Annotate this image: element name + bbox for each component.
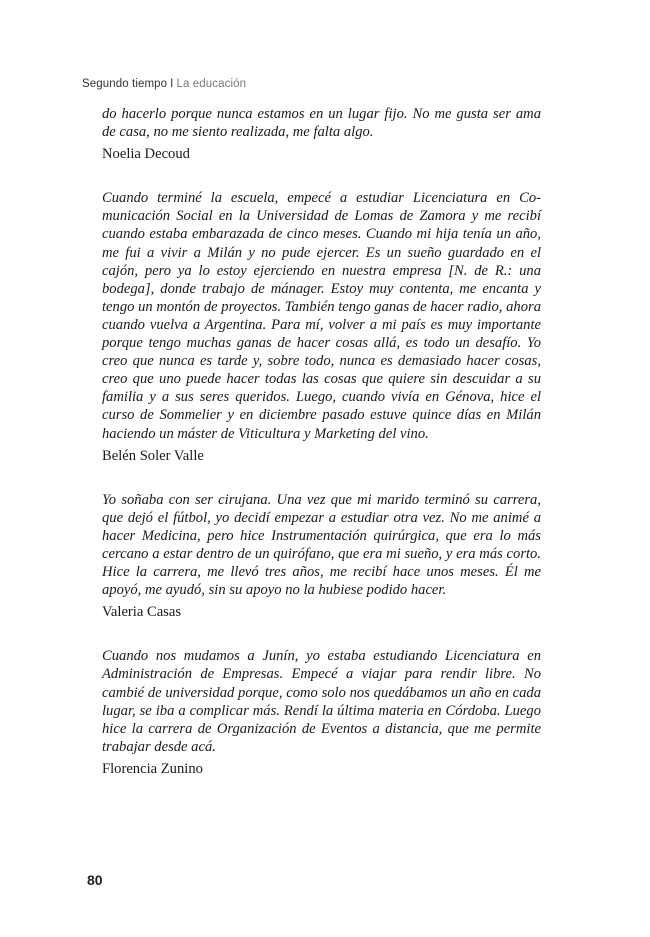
book-part-title: Segundo tiempo: [82, 78, 168, 90]
page-body: [102, 105, 541, 804]
page-number: 80: [87, 872, 103, 888]
testimony-author: Belén Soler Valle: [102, 447, 204, 464]
testimony-block: [102, 189, 541, 464]
testimony-block: [102, 491, 541, 622]
testimony-author: Noelia Decoud: [102, 146, 190, 163]
testimony-block: [102, 647, 541, 778]
section-title: La educación: [176, 78, 247, 90]
testimony-quote: Cuando terminé la escuela, empecé a estudiar Licenciatura en Comunicación Social en la Universidad de Lomas de Zamora y me recibí cuando estaba embarazada de cinco meses. Cuando mi hija tenía un año, me fui a vivir a Milán y no pude ejercer. Es un sueño guardado en el cajón, pero ya lo estoy ejerciendo en nuestra empresa [N. de R.: una bodega], donde trabajo de mánager. Estoy muy contenta, me encanta y tengo un montón de proyectos. También tengo ganas de hacer radio, ahora cuando vuelva a Argentina. Para mí, volver a mi país es muy importante porque tengo muchas ganas de hacer cosas allá, es todo un desafío. Yo creo que nunca es tarde y, sobre todo, nunca es demasiado hacer cosas, creo que uno puede hacer todas las cosas que quiere sin descuidar a su familia y a sus seres queridos. Luego, cuando vivía en Génova, hice el curso de Sommelier y en diciembre pasado estuve quince días en Milán haciendo un máster de Viticultura y Marketing del vino.: [102, 190, 541, 442]
testimony-author: Valeria Casas: [102, 604, 182, 621]
testimony-quote: Yo soñaba con ser cirujana. Una vez que mi marido terminó su carrera, que dejó el fútbol, yo decidí empezar a estudiar otra vez. No me animé a hacer Medicina, pero hice Instrumentación quirúrgica, que era lo más cercano a estar dentro de un quirófano, que era mi sueño, y era más corto. Hice la carrera, me llevó tres años, me recibí hace unos meses. Él me apoyó, me ayudó, sin su apoyo no la hubiese podido hacer.: [102, 491, 541, 599]
testimony-author: Florencia Zunino: [102, 760, 203, 777]
testimony-quote: do hacerlo porque nunca estamos en un lugar fijo. No me gusta ser ama de casa, no me siento realizada, me falta algo.: [102, 106, 541, 141]
running-header: [82, 78, 246, 90]
testimony-quote: Cuando nos mudamos a Junín, yo estaba estudiando Licenciatura en Administración de Empresas. Empecé a viajar para rendir libre. No cambié de universidad porque, como solo nos quedábamos un año en cada lugar, se iba a complicar más. Rendí la última materia en Córdoba. Luego hice la carrera de Organización de Eventos a distancia, que me permite trabajar desde acá.: [102, 648, 541, 755]
testimony-block: [102, 105, 541, 163]
header-separator: I: [170, 78, 174, 90]
